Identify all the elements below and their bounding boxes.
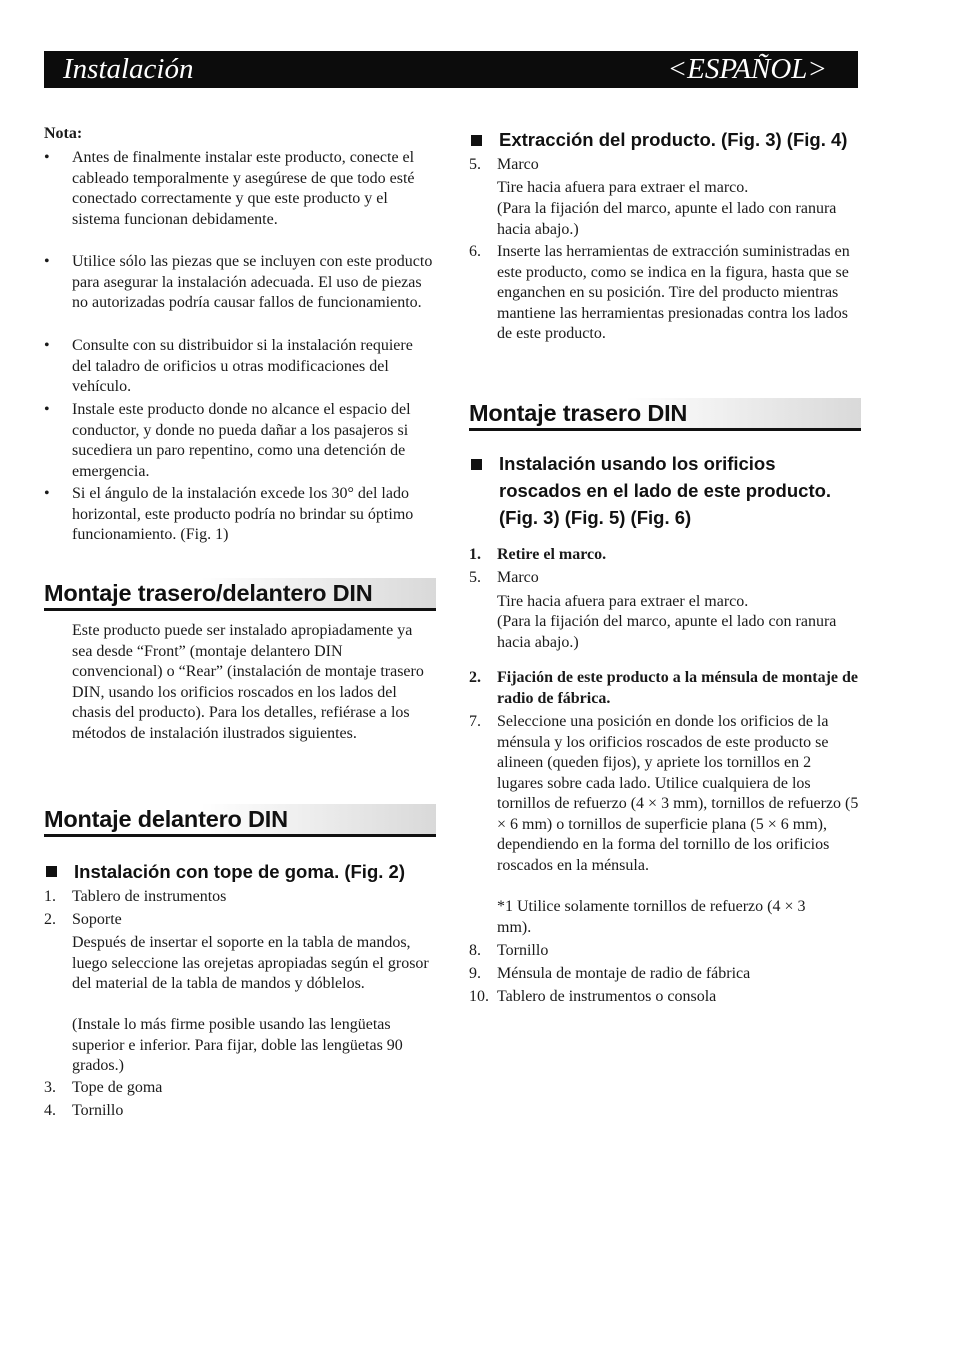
section-heading bbox=[44, 804, 436, 837]
note-text: Instale este producto donde no alcance el espacio del conductor, y donde no pueda dañar a los pasajeros si sucediera un paro repentino, como una detención de emergencia. bbox=[72, 401, 411, 480]
page-banner bbox=[44, 51, 858, 88]
item-text: Tire hacia afuera para extraer el marco. bbox=[497, 593, 749, 610]
item-number: 3. bbox=[44, 1079, 56, 1096]
item-text: Ménsula de montaje de radio de fábrica bbox=[497, 965, 751, 982]
note-text: Antes de finalmente instalar este producto, conecte el cableado temporalmente y asegúrese de que todo esté conectado correctamente y que este producto y el sistema funcionan debidamente. bbox=[72, 149, 415, 228]
bullet-icon: • bbox=[44, 253, 50, 270]
item-number: 5. bbox=[469, 156, 481, 173]
item-text: Tablero de instrumentos bbox=[72, 888, 227, 905]
language-label: <ESPAÑOL> bbox=[667, 53, 827, 85]
item-text: Marco bbox=[497, 156, 539, 173]
item-number: 1. bbox=[44, 888, 56, 905]
subsection-title: Instalación con tope de goma. (Fig. 2) bbox=[74, 861, 405, 882]
note-text: Si el ángulo de la instalación excede los 30° del lado horizontal, este producto podría no brindar su óptimo funcionamiento. (Fig. 1) bbox=[72, 485, 414, 543]
item-text: Soporte bbox=[72, 911, 122, 928]
bullet-icon: • bbox=[44, 485, 50, 502]
item-text: Inserte las herramientas de extracción suministradas en este producto, como se indica en la figura, hasta que se enganchen en su posición. Tire del producto mientras mantiene las herramientas presionadas contra los lados de este producto. bbox=[497, 243, 850, 342]
step-title: Retire el marco. bbox=[497, 546, 607, 563]
item-text: (Para la fijación del marco, apunte el lado con ranura hacia abajo.) bbox=[497, 200, 837, 238]
item-text: (Instale lo más firme posible usando las lengüetas superior e inferior. Para fijar, doble las lengüetas 90 grados.) bbox=[72, 1016, 403, 1074]
note-text: Consulte con su distribuidor si la instalación requiere del taladro de orificios u otras modificaciones del vehículo. bbox=[72, 337, 413, 395]
subsection-title: Extracción del producto. (Fig. 3) (Fig. 4) bbox=[499, 129, 848, 150]
item-number: 6. bbox=[469, 243, 481, 260]
item-text: Tope de goma bbox=[72, 1079, 163, 1096]
item-text: *1 Utilice solamente tornillos de refuerzo (4 × 3 mm). bbox=[497, 898, 806, 936]
section-title: Montaje delantero DIN bbox=[44, 806, 288, 832]
item-number: 8. bbox=[469, 942, 481, 959]
section-heading bbox=[44, 578, 436, 611]
step-title: Fijación de este producto a la ménsula de montaje de radio de fábrica. bbox=[497, 669, 859, 707]
item-text: Después de insertar el soporte en la tabla de mandos, luego seleccione las orejetas apropiadas según el grosor del material de la tabla de mandos y dóblelos. bbox=[72, 934, 429, 992]
step-number: 1. bbox=[469, 546, 481, 563]
item-text: (Para la fijación del marco, apunte el lado con ranura hacia abajo.) bbox=[497, 613, 837, 651]
item-number: 4. bbox=[44, 1102, 56, 1119]
item-text: Tablero de instrumentos o consola bbox=[497, 988, 717, 1005]
section-title: Montaje trasero DIN bbox=[469, 400, 688, 426]
nota-label: Nota: bbox=[44, 125, 83, 142]
item-number: 5. bbox=[469, 569, 481, 586]
item-number: 7. bbox=[469, 713, 481, 730]
page-title: Instalación bbox=[63, 53, 194, 85]
step-number: 2. bbox=[469, 669, 481, 686]
subsection-heading bbox=[469, 450, 861, 531]
subsection-title: Instalación usando los orificios roscados en el lado de este producto. (Fig. 3) (Fig. 5) (Fig. 6) bbox=[499, 453, 832, 528]
section-body: Este producto puede ser instalado apropiadamente ya sea desde “Front” (montaje delantero DIN convencional) o “Rear” (instalación de montaje trasero DIN, usando los orificios roscados en los lados del chasis del producto). Para los detalles, refiérase a los métodos de instalación ilustrados siguientes. bbox=[72, 622, 424, 742]
bullet-icon: • bbox=[44, 149, 50, 166]
section-heading bbox=[469, 398, 861, 431]
item-number: 10. bbox=[469, 988, 489, 1005]
item-number: 2. bbox=[44, 911, 56, 928]
subsection-heading bbox=[44, 858, 436, 885]
item-number: 9. bbox=[469, 965, 481, 982]
bullet-icon: • bbox=[44, 401, 50, 418]
item-text: Tire hacia afuera para extraer el marco. bbox=[497, 179, 749, 196]
section-title: Montaje trasero/delantero DIN bbox=[44, 580, 373, 606]
square-bullet-icon bbox=[471, 135, 482, 146]
note-text: Utilice sólo las piezas que se incluyen con este producto para asegurar la instalación adecuada. El uso de piezas no autorizadas podría causar fallos de funcionamiento. bbox=[72, 253, 433, 311]
item-text: Tornillo bbox=[72, 1102, 124, 1119]
item-text: Seleccione una posición en donde los orificios de la ménsula y los orificios roscados de este producto se alineen (queden fijos), y apriete los tornillos en 2 lugares sobre cada lado. Utilice cualquiera de los tornillos de refuerzo (4 × 3 mm), tornillos de refuerzo (5 × 6 mm) o tornillos de superficie plana (5 × 6 mm), dependiendo en la forma del tornillo de los orificios roscados en la ménsula. bbox=[497, 713, 859, 874]
item-text: Tornillo bbox=[497, 942, 549, 959]
bullet-icon: • bbox=[44, 337, 50, 354]
square-bullet-icon bbox=[471, 459, 482, 470]
subsection-heading bbox=[469, 126, 861, 153]
item-text: Marco bbox=[497, 569, 539, 586]
square-bullet-icon bbox=[46, 866, 57, 877]
